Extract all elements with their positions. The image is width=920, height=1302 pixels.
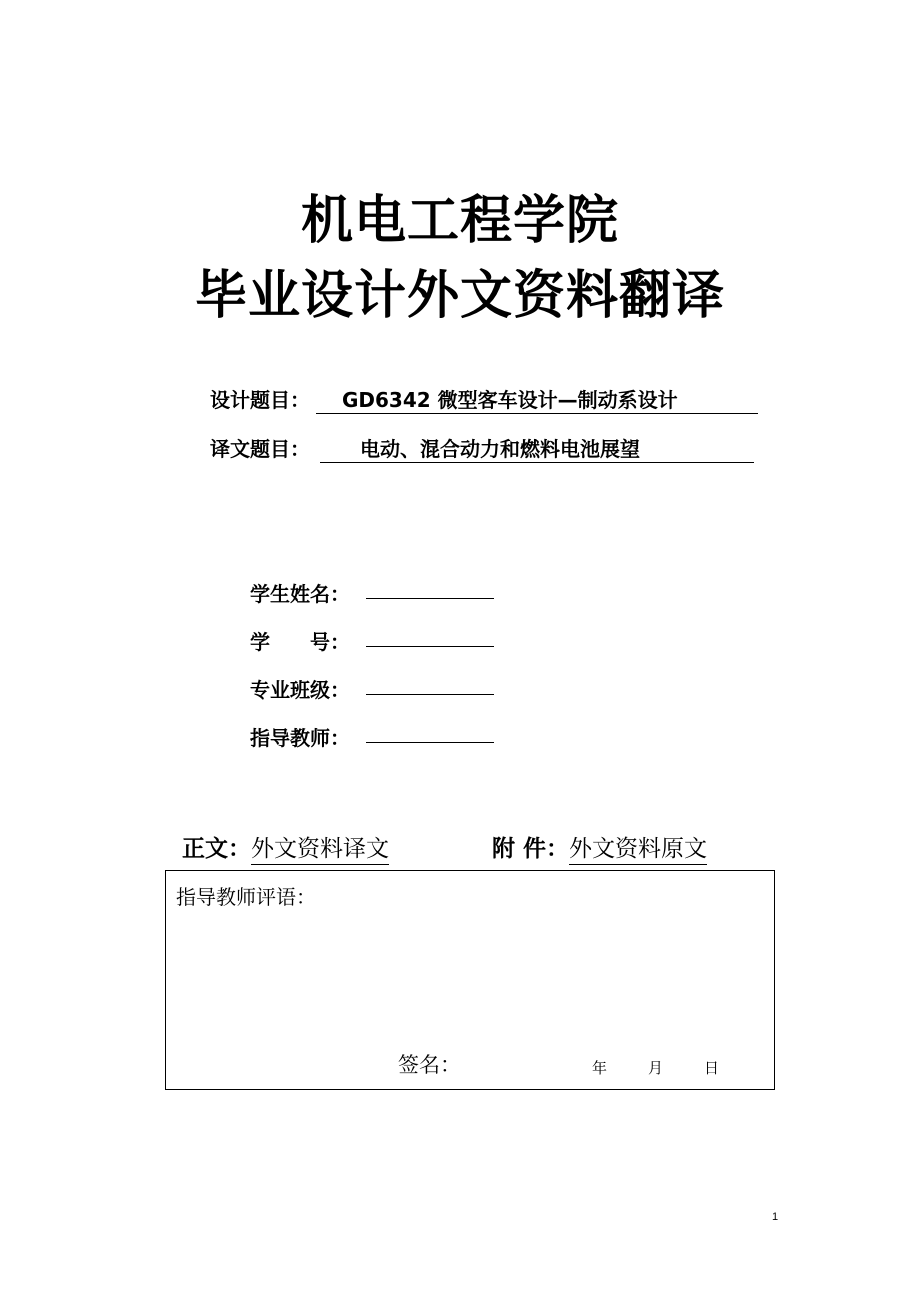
student-name-blank [366, 598, 494, 599]
student-id-label: 学 号： [250, 630, 350, 654]
design-topic-value: GD6342 微型客车设计—制动系设计 [342, 388, 678, 412]
translation-topic-row [210, 437, 640, 461]
year-label: 年 [592, 1059, 608, 1077]
advisor-blank [366, 742, 494, 743]
advisor-label: 指导教师： [250, 726, 350, 750]
document-title: 毕业设计外文资料翻译 [194, 266, 725, 326]
main-text-row [182, 838, 389, 861]
main-text-label: 正文： [182, 836, 251, 862]
class-field [250, 680, 350, 700]
student-id-blank [366, 646, 494, 647]
design-topic-row [210, 388, 678, 412]
advisor-field [250, 728, 350, 748]
student-name-field [250, 584, 350, 604]
student-id-field [250, 632, 350, 652]
review-label: 指导教师评语： [176, 885, 316, 909]
month-label: 月 [648, 1059, 664, 1077]
college-title: 机电工程学院 [300, 191, 619, 251]
translation-topic-value: 电动、混合动力和燃料电池展望 [360, 437, 640, 461]
attachment-label: 附 件： [492, 836, 570, 862]
day-label: 日 [704, 1059, 720, 1077]
attachment-value: 外文资料原文 [569, 836, 707, 865]
main-text-value: 外文资料译文 [251, 836, 389, 865]
attachment-row [492, 838, 707, 861]
translation-topic-value-line [320, 439, 754, 463]
page-number: 1 [772, 1211, 779, 1223]
class-blank [366, 694, 494, 695]
class-label: 专业班级： [250, 678, 350, 702]
student-name-label: 学生姓名： [250, 582, 350, 606]
advisor-review-box [165, 870, 775, 1090]
translation-topic-label: 译文题目： [210, 437, 310, 461]
design-topic-label: 设计题目： [210, 388, 310, 412]
signature-label: 签名： [398, 1053, 461, 1077]
design-topic-value-line [316, 390, 758, 414]
